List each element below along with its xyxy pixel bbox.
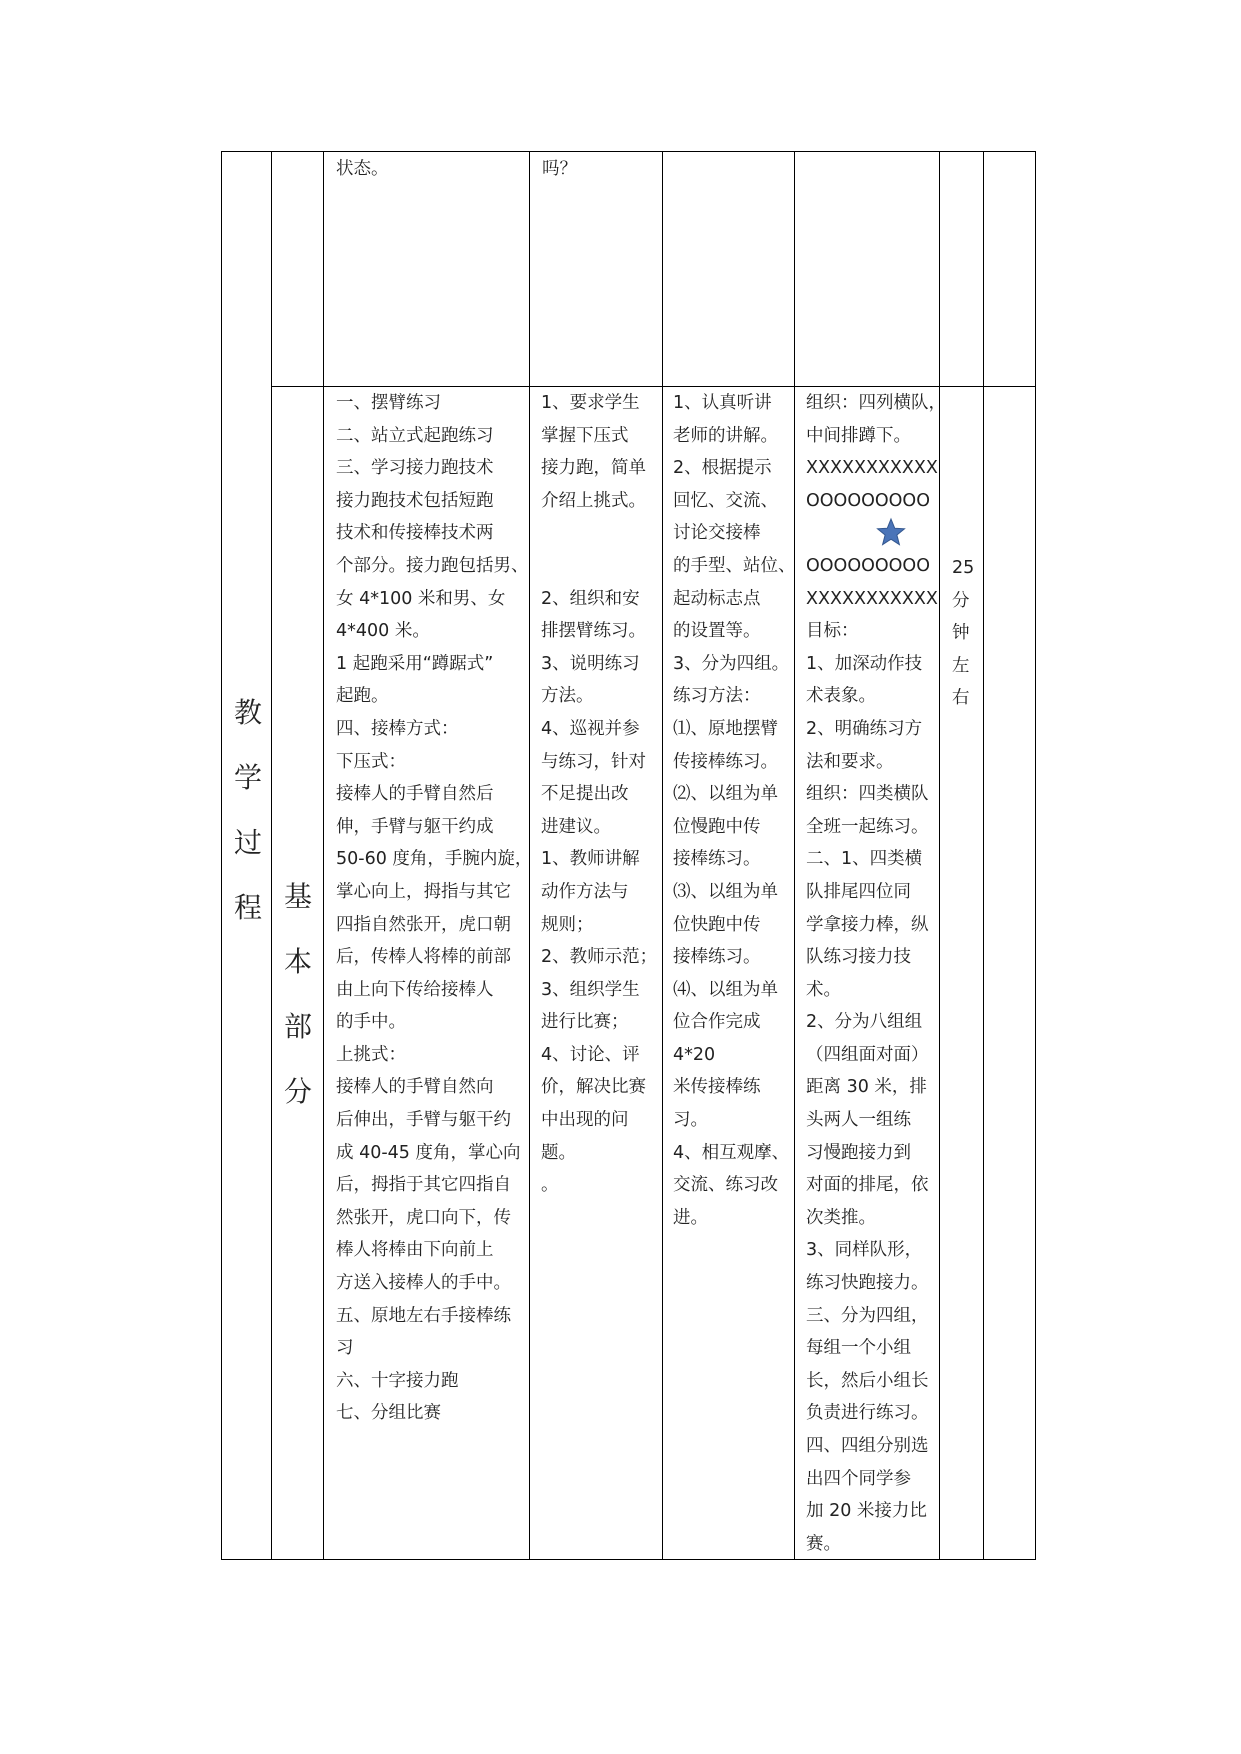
content-line: 的手中。 xyxy=(336,1012,406,1033)
content-line: 伸，手臂与躯干约成 xyxy=(336,816,494,837)
teacher-line: 1、教师讲解 xyxy=(541,849,640,870)
time-column xyxy=(952,552,974,715)
student-line: 传接棒练习。 xyxy=(673,751,778,772)
organization-line: 每组一个小组 xyxy=(806,1338,911,1359)
teacher-text: 吗？ xyxy=(542,159,577,179)
student-column xyxy=(673,387,796,1234)
lesson-table xyxy=(221,151,1036,1560)
teacher-line: 排摆臂练习。 xyxy=(541,621,646,642)
organization-line: 对面的排尾，依 xyxy=(806,1175,929,1196)
time-line: 钟 xyxy=(952,623,970,644)
content-line: 习 xyxy=(336,1338,354,1359)
student-line: 回忆、交流、 xyxy=(673,490,778,511)
student-line: 讨论交接棒 xyxy=(673,523,761,544)
content-line: 一、摆臂练习 xyxy=(336,393,441,413)
section-char: 学 xyxy=(233,761,262,794)
section-label xyxy=(222,680,274,940)
content-line: 50-60 度角，手腕内旋， xyxy=(336,849,533,870)
organization-line: 1、加深动作技 xyxy=(806,653,923,674)
student-line: 4*20 xyxy=(673,1044,716,1065)
organization-line: 赛。 xyxy=(806,1533,841,1554)
content-line: 上挑式： xyxy=(336,1044,406,1065)
content-line: 个部分。接力跑包括男、 xyxy=(336,555,529,576)
top-row-content xyxy=(336,153,389,186)
student-line: 4、相互观摩、 xyxy=(673,1142,790,1163)
content-line: 棒人将棒由下向前上 xyxy=(336,1240,494,1261)
student-line: 练习方法： xyxy=(673,686,761,707)
student-line: 进。 xyxy=(673,1207,708,1228)
subsection-label xyxy=(272,864,324,1124)
organization-line: 学拿接力棒，纵 xyxy=(806,914,929,935)
organization-line: 三、分为四组， xyxy=(806,1305,929,1326)
content-line: 下压式： xyxy=(336,751,406,772)
teacher-line: 题。 xyxy=(541,1142,576,1163)
organization-line: 3、同样队形， xyxy=(806,1240,923,1261)
organization-line: 全班一起练习。 xyxy=(806,816,929,837)
student-line: 3、分为四组。 xyxy=(673,653,790,674)
content-line: 起跑。 xyxy=(336,686,389,707)
organization-line: 长，然后小组长 xyxy=(806,1370,929,1391)
student-line: ⑷、以组为单 xyxy=(673,979,778,1000)
student-line: ⑵、以组为单 xyxy=(673,784,778,805)
organization-line: 负责进行练习。 xyxy=(806,1403,929,1424)
organization-line: 练习快跑接力。 xyxy=(806,1273,929,1294)
organization-line: OOOOOOOOO xyxy=(806,555,930,576)
teacher-line: 与练习，针对 xyxy=(541,751,646,772)
student-line: 位快跑中传 xyxy=(673,914,761,935)
subsection-char: 基 xyxy=(283,880,312,913)
teacher-line: 掌握下压式 xyxy=(541,425,629,446)
teacher-line: 规则； xyxy=(541,914,594,935)
organization-line: 2、明确练习方 xyxy=(806,718,923,739)
subsection-char: 部 xyxy=(283,1010,312,1043)
organization-line: OOOOOOOOO xyxy=(806,490,930,511)
organization-line: 四、四组分别选 xyxy=(806,1436,929,1456)
student-line: 2、根据提示 xyxy=(673,458,772,479)
teacher-line: 3、说明练习 xyxy=(541,653,640,674)
subsection-char: 分 xyxy=(283,1075,312,1108)
student-line: 习。 xyxy=(673,1110,708,1131)
content-line: 四、接棒方式： xyxy=(336,718,459,739)
content-line: 六、十字接力跑 xyxy=(336,1370,459,1391)
organization-line: 组织：四列横队， xyxy=(806,393,946,413)
grid-line xyxy=(323,152,324,1559)
organization-column xyxy=(806,387,946,1560)
organization-line: 术表象。 xyxy=(806,686,876,707)
teacher-line xyxy=(541,550,657,583)
time-line: 右 xyxy=(952,688,970,709)
content-line: 然张开，虎口向下，传 xyxy=(336,1207,511,1228)
content-line: 四指自然张开，虎口朝 xyxy=(336,914,511,935)
organization-line: （四组面对面） xyxy=(806,1044,929,1065)
organization-line: 组织：四类横队 xyxy=(806,784,929,805)
teacher-line: 接力跑，简单 xyxy=(541,458,646,479)
content-column xyxy=(336,387,532,1430)
organization-line: 2、分为八组组 xyxy=(806,1012,923,1033)
student-line: 的设置等。 xyxy=(673,621,761,642)
student-line: ⑶、以组为单 xyxy=(673,881,778,902)
teacher-line xyxy=(541,517,657,550)
organization-line: 头两人一组练 xyxy=(806,1110,911,1131)
teacher-line: 方法。 xyxy=(541,686,594,707)
student-line: 起动标志点 xyxy=(673,588,761,609)
teacher-line: 动作方法与 xyxy=(541,881,629,902)
section-char: 程 xyxy=(233,891,262,924)
organization-line: 术。 xyxy=(806,979,841,1000)
teacher-line: 1、要求学生 xyxy=(541,393,640,413)
time-line: 左 xyxy=(952,655,970,676)
student-line: 1、认真听讲 xyxy=(673,393,772,413)
content-line: 女 4*100 米和男、女 xyxy=(336,588,506,609)
content-line: 技术和传接棒技术两 xyxy=(336,523,494,544)
content-line: 掌心向上，拇指与其它 xyxy=(336,881,511,902)
content-line: 接力跑技术包括短跑 xyxy=(336,490,494,511)
section-char: 教 xyxy=(233,696,262,729)
teacher-line: 不足提出改 xyxy=(541,784,629,805)
organization-line: 次类推。 xyxy=(806,1207,876,1228)
teacher-line: 2、组织和安 xyxy=(541,588,640,609)
teacher-line: 2、教师示范； xyxy=(541,947,658,968)
student-line: 接棒练习。 xyxy=(673,947,761,968)
top-row-teacher xyxy=(542,153,577,186)
organization-line: 出四个同学参 xyxy=(806,1468,911,1489)
content-line: 成 40-45 度角，掌心向 xyxy=(336,1142,521,1163)
organization-line: 加 20 米接力比 xyxy=(806,1501,927,1522)
time-line: 25 xyxy=(952,558,975,578)
student-line: 老师的讲解。 xyxy=(673,425,778,446)
content-line: 接棒人的手臂自然向 xyxy=(336,1077,494,1098)
organization-line: 习慢跑接力到 xyxy=(806,1142,911,1163)
star-icon xyxy=(806,517,946,550)
student-line: 的手型、站位、 xyxy=(673,555,796,576)
organization-line: 法和要求。 xyxy=(806,751,894,772)
content-line: 4*400 米。 xyxy=(336,621,430,642)
student-line: 位合作完成 xyxy=(673,1012,761,1033)
subsection-char: 本 xyxy=(283,945,312,978)
organization-line: 队排尾四位同 xyxy=(806,881,911,902)
content-line: 接棒人的手臂自然后 xyxy=(336,784,494,805)
content-line: 二、站立式起跑练习 xyxy=(336,425,494,446)
teacher-line: 进建议。 xyxy=(541,816,611,837)
teacher-line: 进行比赛； xyxy=(541,1012,629,1033)
section-char: 过 xyxy=(233,826,262,859)
student-line: 交流、练习改 xyxy=(673,1175,778,1196)
teacher-line: 介绍上挑式。 xyxy=(541,490,646,511)
content-line: 后，传棒人将棒的前部 xyxy=(336,947,511,968)
content-line: 1 起跑采用“蹲踞式” xyxy=(336,653,494,674)
student-line: ⑴、原地摆臂 xyxy=(673,718,778,739)
organization-line: 目标： xyxy=(806,621,859,642)
teacher-column xyxy=(541,387,657,1202)
student-line: 米传接棒练 xyxy=(673,1077,761,1098)
content-line: 后，拇指于其它四指自 xyxy=(336,1175,511,1196)
content-line: 五、原地左右手接棒练 xyxy=(336,1305,511,1326)
organization-line: 队练习接力技 xyxy=(806,947,911,968)
teacher-line: 价，解决比赛 xyxy=(541,1077,646,1098)
content-line: 方送入接棒人的手中。 xyxy=(336,1273,511,1294)
organization-line: 二、1、四类横 xyxy=(806,849,923,870)
organization-line: 中间排蹲下。 xyxy=(806,425,911,446)
time-line: 分 xyxy=(952,590,970,611)
student-line: 位慢跑中传 xyxy=(673,816,761,837)
content-line: 七、分组比赛 xyxy=(336,1403,441,1424)
teacher-line: 。 xyxy=(541,1175,559,1196)
teacher-line: 中出现的问 xyxy=(541,1110,629,1131)
student-line: 接棒练习。 xyxy=(673,849,761,870)
content-line: 由上向下传给接棒人 xyxy=(336,979,494,1000)
organization-line: XXXXXXXXXXX xyxy=(806,458,938,479)
teacher-line: 4、讨论、评 xyxy=(541,1044,640,1065)
grid-line xyxy=(983,152,984,1559)
content-line: 三、学习接力跑技术 xyxy=(336,458,494,479)
teacher-line: 3、组织学生 xyxy=(541,979,640,1000)
organization-line: XXXXXXXXXXX xyxy=(806,588,938,609)
grid-line xyxy=(662,152,663,1559)
organization-line: 距离 30 米，排 xyxy=(806,1077,927,1098)
content-line: 后伸出，手臂与躯干约 xyxy=(336,1110,511,1131)
content-text: 状态。 xyxy=(336,159,389,179)
teacher-line: 4、巡视并参 xyxy=(541,718,640,739)
